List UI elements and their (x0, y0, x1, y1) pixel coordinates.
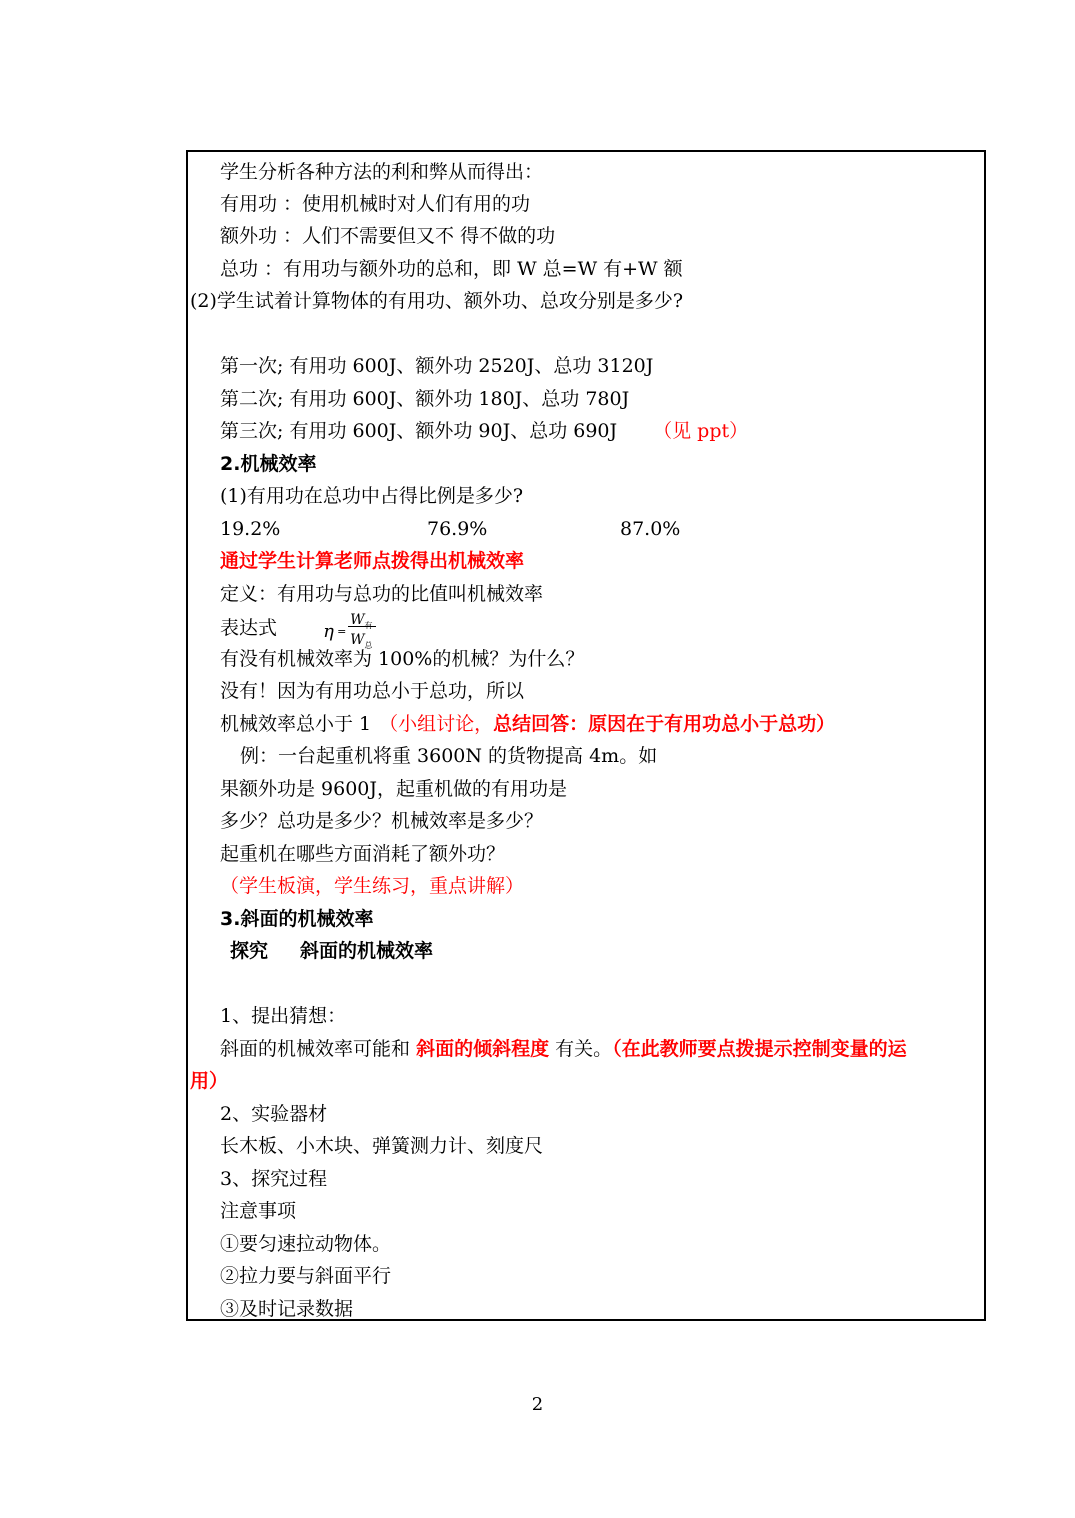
text-run: 机械效率总小于 1 (220, 713, 372, 735)
text-line: 总功 ：有用功与额外功的总和，即 W 总=W 有+W 额 (220, 258, 683, 280)
text-line: 第一次; 有用功 600J、额外功 2520J、总功 3120J (220, 355, 654, 377)
percent-value: 87.0% (620, 518, 681, 540)
formula-line (220, 612, 383, 650)
text-line: 第二次; 有用功 600J、额外功 180J、总功 780J (220, 388, 630, 410)
sub-heading (230, 939, 433, 963)
example-line: 例：一台起重机将重 3600N 的货物提高 4m。如 (240, 745, 658, 767)
text-run: 斜面的机械效率可能和 (220, 1038, 411, 1060)
activity-note: （学生板演，学生练习，重点讲解） (220, 875, 525, 897)
text-line (220, 1037, 907, 1061)
text-line: 3、探究过程 (220, 1168, 328, 1190)
text-line: 长木板、小木块、弹簧测力计、刻度尺 (220, 1135, 544, 1157)
list-item: ③及时记录数据 (220, 1298, 354, 1320)
text-run: 表达式 (220, 617, 278, 639)
efficiency-formula (323, 612, 383, 650)
text-line: 注意事项 (220, 1200, 297, 1222)
equals-sign: = (337, 625, 347, 638)
ppt-note: （见 ppt） (653, 420, 749, 442)
text-line: 没有！因为有用功总小于总功，所以 (220, 680, 525, 702)
formula-denominator: $W_总$ (350, 632, 373, 650)
text-line: 2、实验器材 (220, 1103, 328, 1125)
example-line: 多少？总功是多少？机械效率是多少？ (220, 810, 544, 832)
text-line: (1)有用功在总功中占得比例是多少? (220, 485, 524, 507)
text-line: 有用功 ：使用机械时对人们有用的功 (220, 193, 531, 215)
example-line: 果额外功是 9600J，起重机做的有用功是 (220, 778, 568, 800)
text-line: 学生分析各种方法的利和弊从而得出： (220, 161, 544, 183)
discussion-answer: 总结回答：原因在于有用功总小于总功） (493, 713, 836, 735)
text-run: 第三次; 有用功 600J、额外功 90J、总功 690J (220, 420, 618, 442)
page-number: 2 (531, 1394, 544, 1415)
content-frame (186, 150, 986, 1321)
text-line: 有没有机械效率为 100%的机械？为什么？ (220, 648, 585, 670)
text-line (220, 419, 748, 443)
text-line: 额外功 ：人们不需要但又不 得不做的功 (220, 225, 556, 247)
text-line: 1、提出猜想： (220, 1005, 347, 1027)
percent-row (220, 517, 280, 541)
text-run: 斜面的机械效率 (300, 940, 434, 962)
text-line: (2)学生试着计算物体的有用功、额外功、总攻分别是多少? (190, 290, 684, 312)
text-run: 有关。 (555, 1038, 613, 1060)
highlight-line: 通过学生计算老师点拨得出机械效率 (220, 550, 525, 572)
teacher-note: （在此教师要点拨提示控制变量的运 (612, 1038, 907, 1060)
text-run: 探究 (230, 940, 269, 962)
percent-value: 76.9% (427, 518, 488, 540)
list-item: ②拉力要与斜面平行 (220, 1265, 392, 1287)
emphasis: 斜面的倾斜程度 (416, 1038, 550, 1060)
formula-numerator: $W_有$ (350, 612, 373, 630)
fraction-bar (348, 626, 376, 627)
discussion-note: （小组讨论， (379, 713, 494, 735)
eta-symbol: η (323, 621, 334, 642)
text-line (220, 712, 835, 736)
percent-value: 19.2% (220, 518, 281, 540)
section-heading: 3.斜面的机械效率 (220, 908, 374, 930)
section-heading: 2.机械效率 (220, 453, 317, 475)
example-line: 起重机在哪些方面消耗了额外功？ (220, 843, 506, 865)
text-line: 定义：有用功与总功的比值叫机械效率 (220, 583, 544, 605)
teacher-note-cont: 用） (190, 1070, 229, 1092)
list-item: ①要匀速拉动物体。 (220, 1233, 392, 1255)
